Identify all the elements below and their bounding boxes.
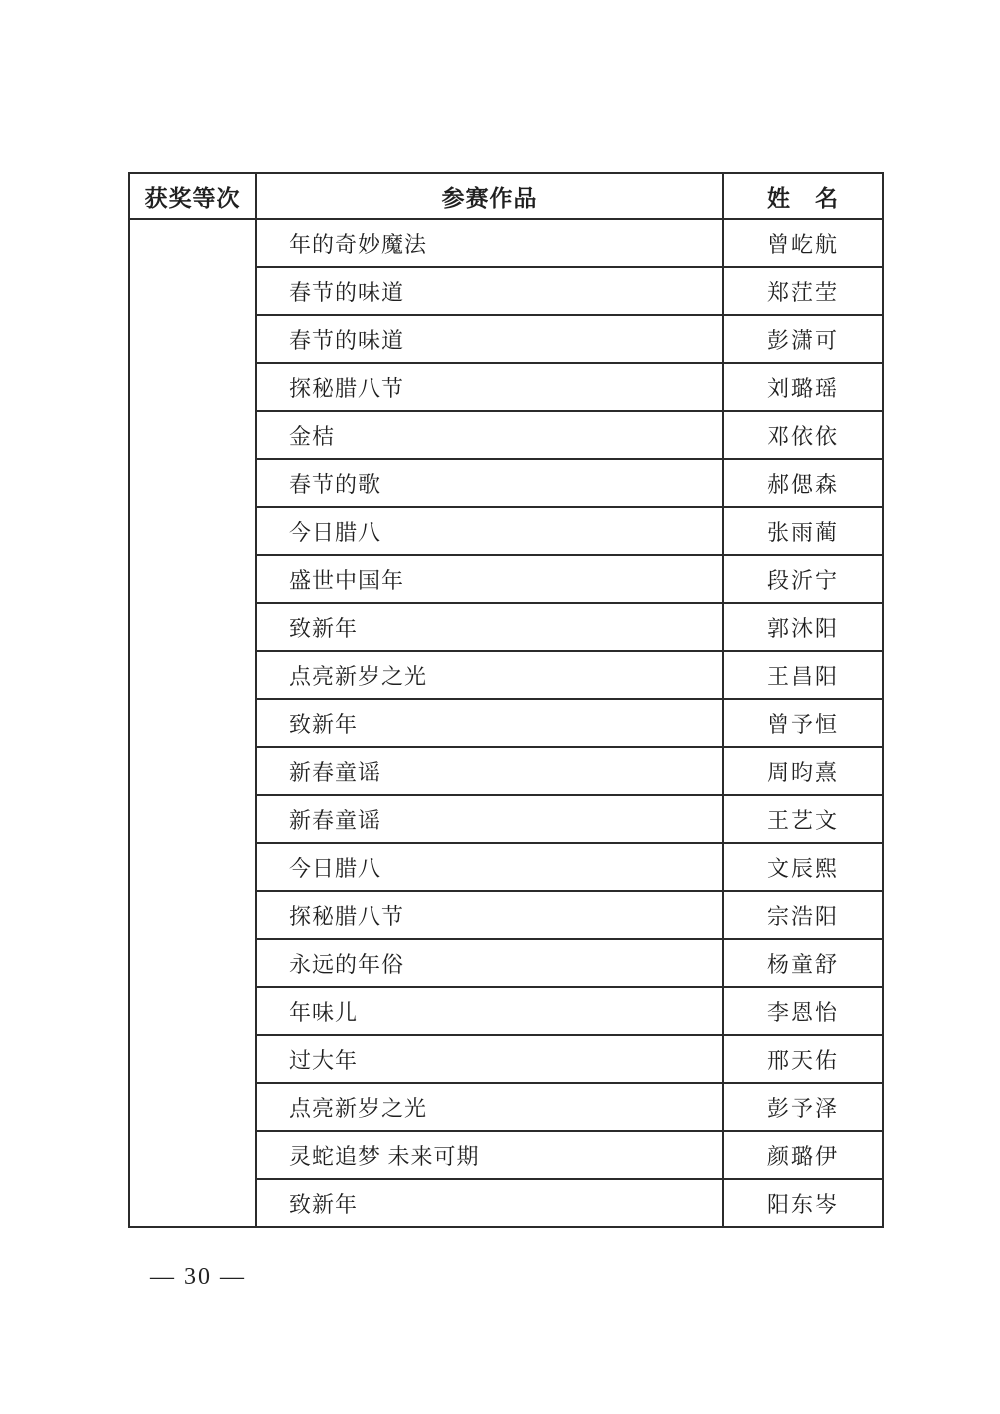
work-title-cell: 探秘腊八节 bbox=[256, 891, 723, 939]
winner-name-cell: 张雨蔺 bbox=[723, 507, 883, 555]
table-body bbox=[129, 219, 883, 1227]
winner-name-cell: 阳东岑 bbox=[723, 1179, 883, 1227]
award-results-table bbox=[128, 172, 884, 1228]
winner-name-cell: 彭予泽 bbox=[723, 1083, 883, 1131]
work-title-cell: 过大年 bbox=[256, 1035, 723, 1083]
winner-name-cell: 周昀熹 bbox=[723, 747, 883, 795]
work-title-cell: 点亮新岁之光 bbox=[256, 651, 723, 699]
winner-name-cell: 郝偲森 bbox=[723, 459, 883, 507]
work-title-cell: 永远的年俗 bbox=[256, 939, 723, 987]
winner-name-cell: 郑茳茔 bbox=[723, 267, 883, 315]
winner-name-cell: 彭潇可 bbox=[723, 315, 883, 363]
work-title-cell: 盛世中国年 bbox=[256, 555, 723, 603]
work-title-cell: 今日腊八 bbox=[256, 843, 723, 891]
table-header-row bbox=[129, 173, 883, 219]
work-title-cell: 今日腊八 bbox=[256, 507, 723, 555]
winner-name-cell: 曾屹航 bbox=[723, 219, 883, 267]
winner-name-cell: 刘璐瑶 bbox=[723, 363, 883, 411]
winner-name-cell: 王艺文 bbox=[723, 795, 883, 843]
work-title-cell: 年味儿 bbox=[256, 987, 723, 1035]
winner-name-cell: 邓依依 bbox=[723, 411, 883, 459]
header-name: 姓 名 bbox=[723, 173, 883, 219]
work-title-cell: 新春童谣 bbox=[256, 747, 723, 795]
winner-name-cell: 杨童舒 bbox=[723, 939, 883, 987]
table-row bbox=[129, 219, 883, 267]
winner-name-cell: 颜璐伊 bbox=[723, 1131, 883, 1179]
work-title-cell: 灵蛇追梦 未来可期 bbox=[256, 1131, 723, 1179]
winner-name-cell: 王昌阳 bbox=[723, 651, 883, 699]
page-number: — 30 — bbox=[150, 1264, 246, 1290]
work-title-cell: 致新年 bbox=[256, 1179, 723, 1227]
winner-name-cell: 邢天佑 bbox=[723, 1035, 883, 1083]
work-title-cell: 点亮新岁之光 bbox=[256, 1083, 723, 1131]
work-title-cell: 金桔 bbox=[256, 411, 723, 459]
work-title-cell: 致新年 bbox=[256, 699, 723, 747]
header-entry-work: 参赛作品 bbox=[256, 173, 723, 219]
winner-name-cell: 郭沐阳 bbox=[723, 603, 883, 651]
winner-name-cell: 段沂宁 bbox=[723, 555, 883, 603]
work-title-cell: 致新年 bbox=[256, 603, 723, 651]
work-title-cell: 探秘腊八节 bbox=[256, 363, 723, 411]
work-title-cell: 春节的味道 bbox=[256, 267, 723, 315]
winner-name-cell: 文辰熙 bbox=[723, 843, 883, 891]
award-level-cell bbox=[129, 219, 256, 1227]
winner-name-cell: 曾予恒 bbox=[723, 699, 883, 747]
header-award-level: 获奖等次 bbox=[129, 173, 256, 219]
work-title-cell: 春节的歌 bbox=[256, 459, 723, 507]
work-title-cell: 新春童谣 bbox=[256, 795, 723, 843]
work-title-cell: 春节的味道 bbox=[256, 315, 723, 363]
winner-name-cell: 李恩怡 bbox=[723, 987, 883, 1035]
winner-name-cell: 宗浩阳 bbox=[723, 891, 883, 939]
work-title-cell: 年的奇妙魔法 bbox=[256, 219, 723, 267]
